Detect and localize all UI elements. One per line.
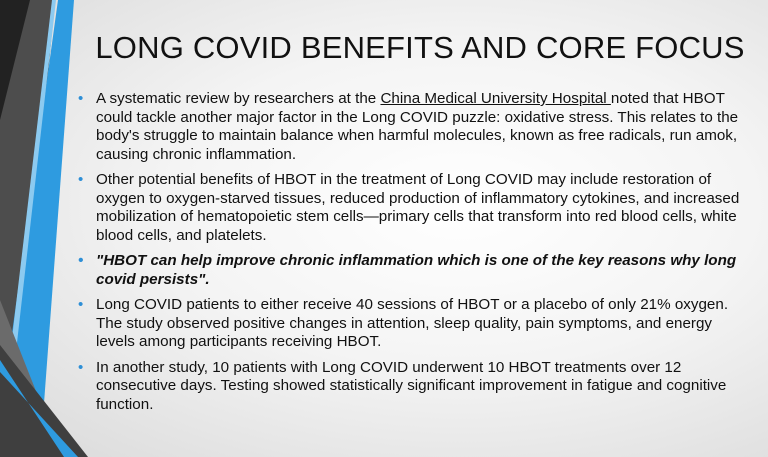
- bullet-2-text: Other potential benefits of HBOT in the treatment of Long COVID may include restoration of oxygen to oxygen-starved tissues, reduced production of inflammatory cytokines, and increased mobilization of hematopoietic stem cells—primary cells that transform into red blood cells, white blood cells, and platelets.: [96, 171, 740, 244]
- bullet-item-2: [78, 171, 750, 245]
- bullet-dot-icon: •: [78, 358, 84, 376]
- bullet-item-1: [78, 90, 750, 164]
- bullet-dot-icon: •: [78, 90, 84, 107]
- bullet-1-post: noted that HBOT could tackle another major factor in the Long COVID puzzle: oxidative stress. This relates to the body's struggle to maintain balance when harmful molecules, known as free radicals, run amok, causing chronic inflammation.: [96, 90, 739, 163]
- bullet-4-text: Long COVID patients to either receive 40 sessions of HBOT or a placebo of only 21% oxygen. The study observed positive changes in attention, sleep quality, pain symptoms, and energy levels among participants receiving HBOT.: [96, 296, 729, 350]
- slide-title: LONG COVID BENEFITS AND CORE FOCUS: [95, 30, 745, 65]
- bullet-list: [78, 90, 750, 421]
- bullet-item-3: [78, 252, 750, 289]
- bullet-3-quote: "HBOT can help improve chronic inflammation which is one of the key reasons why long covid persists".: [96, 252, 737, 288]
- hospital-link[interactable]: China Medical University Hospital: [380, 90, 611, 107]
- bullet-dot-icon: •: [78, 296, 84, 313]
- bullet-5-text: In another study, 10 patients with Long COVID underwent 10 HBOT treatments over 12 consecutive days. Testing showed statistically significant improvement in fatigue and cognitive function.: [96, 358, 727, 413]
- bullet-1-pre: A systematic review by researchers at the: [96, 90, 381, 107]
- bullet-item-5: [78, 359, 750, 415]
- bullet-item-4: [78, 296, 750, 352]
- bullet-dot-icon: •: [78, 252, 84, 269]
- bullet-dot-icon: •: [78, 171, 84, 188]
